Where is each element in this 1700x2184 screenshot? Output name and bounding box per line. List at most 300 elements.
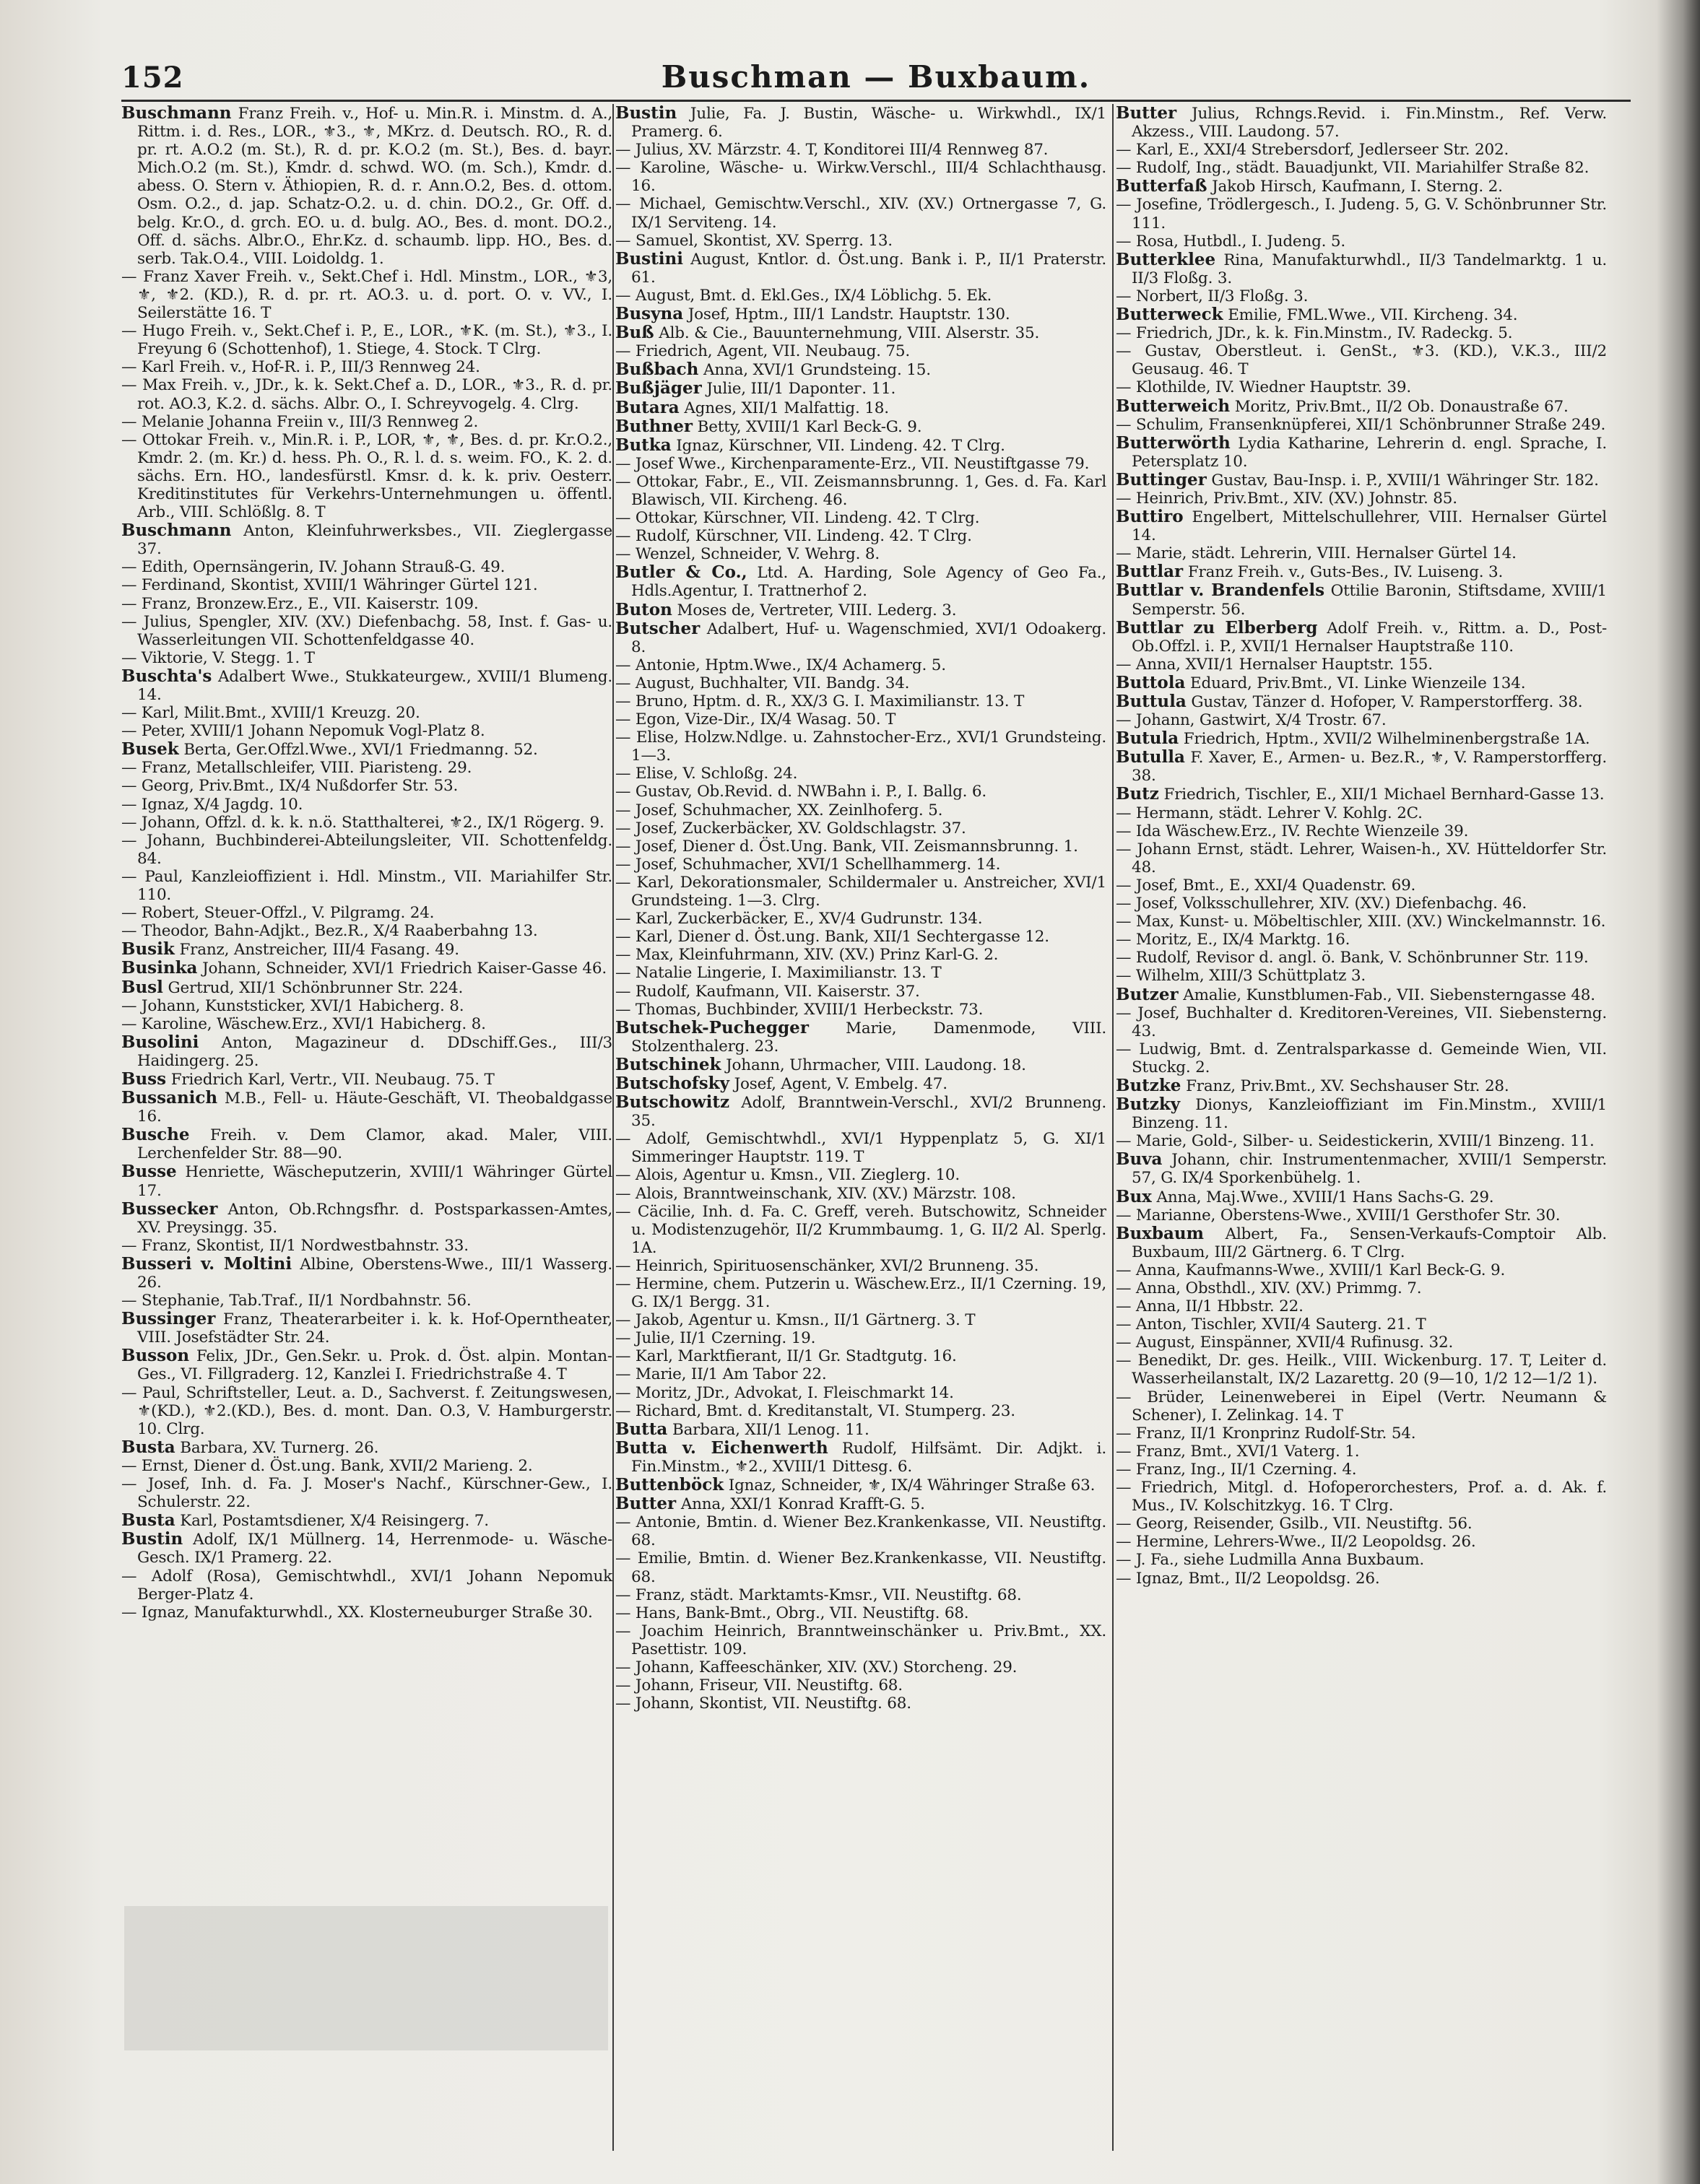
entry-surname: Busson: [121, 1346, 190, 1366]
entry-surname: Butterfaß: [1116, 176, 1207, 196]
entry-details: Amalie, Kunstblumen-Fab., VII. Siebensterngasse 48.: [1183, 986, 1595, 1004]
directory-entry: [1116, 434, 1607, 471]
entry-details: — Karoline, Wäschew.Erz., XVI/1 Habicherg. 8.: [121, 1014, 486, 1033]
entry-surname: Butulla: [1116, 747, 1185, 767]
entry-details: Johann, Schneider, XVI/1 Friedrich Kaiser-Gasse 46.: [202, 960, 607, 978]
directory-entry: [1116, 1424, 1607, 1443]
directory-entry: [1116, 324, 1607, 342]
entry-details: — Melanie Johanna Freiin v., III/3 Rennweg 2.: [121, 412, 479, 431]
directory-entry: [615, 1329, 1106, 1347]
entry-details: Marie, Damenmode, VIII. Stolzenthalerg. 23.: [631, 1019, 1106, 1056]
directory-entry: [615, 692, 1106, 710]
directory-entry: [615, 1311, 1106, 1329]
directory-entry: [1116, 1461, 1607, 1479]
directory-entry: [615, 104, 1106, 141]
entry-details: Adolf, Branntwein-Verschl., XVI/2 Brunneng. 35.: [631, 1094, 1106, 1131]
entry-details: Ltd. A. Harding, Sole Agency of Geo Fa., Hdls.Agentur, I. Trattnerhof 2.: [631, 564, 1106, 601]
entry-surname: Butter: [1116, 104, 1177, 123]
directory-entry: [1116, 342, 1607, 378]
directory-entry: [615, 195, 1106, 231]
directory-entry: [615, 856, 1106, 874]
entry-surname: Busolini: [121, 1032, 199, 1052]
entry-details: Rudolf, Hilfsämt. Dir. Adjkt. i. Fin.Minstm., ⚜2., XVIII/1 Dittesg. 6.: [631, 1439, 1106, 1476]
entry-details: — Hermann, städt. Lehrer V. Kohlg. 2C.: [1116, 804, 1423, 822]
entry-details: Julie, Fa. J. Bustin, Wäsche- u. Wirkwhdl., IX/1 Pramerg. 6.: [631, 105, 1106, 142]
entry-details: — Rudolf, Kürschner, VII. Lindeng. 42. T Clrg.: [615, 527, 972, 546]
entry-details: Ottilie Baronin, Stiftsdame, XVIII/1 Semperstr. 56.: [1132, 582, 1607, 619]
directory-entry: [615, 545, 1106, 563]
directory-entry: [615, 159, 1106, 195]
directory-entry: [121, 1438, 612, 1457]
directory-entry: [615, 1586, 1106, 1604]
entry-surname: Buschmann: [121, 104, 232, 123]
directory-entry: [121, 376, 612, 412]
entry-details: — August, Buchhalter, VII. Bandg. 34.: [615, 674, 910, 692]
entry-details: M.B., Fell- u. Häute-Geschäft, VI. Theobaldgasse 16.: [137, 1089, 612, 1126]
directory-entry: [1116, 913, 1607, 931]
entry-surname: Busek: [121, 739, 179, 760]
directory-entry: [121, 1567, 612, 1604]
entry-details: — Emilie, Bmtin. d. Wiener Bez.Krankenkasse, VII. Neustiftg. 68.: [615, 1549, 1106, 1586]
directory-entry: [121, 759, 612, 777]
directory-entry: [1116, 490, 1607, 508]
directory-entry: [121, 1200, 612, 1237]
entry-details: — Edith, Opernsängerin, IV. Johann Strauß-G. 49.: [121, 558, 506, 577]
directory-entry: [615, 1365, 1106, 1383]
entry-details: Karl, Postamtsdiener, X/4 Reisingerg. 7.: [180, 1512, 489, 1531]
entry-details: — Egon, Vize-Dir., IX/4 Wasag. 50. T: [615, 710, 896, 729]
entry-details: Adalbert, Huf- u. Wagenschmied, XVI/1 Odoakerg. 8.: [631, 619, 1106, 656]
entry-details: — Adolf, Gemischtwhdl., XVI/1 Hyppenplatz 5, G. XI/1 Simmeringer Hauptstr. 119. T: [615, 1130, 1106, 1167]
directory-entry: [615, 765, 1106, 783]
column-2: [615, 104, 1106, 2154]
entry-details: — Josef, Volksschullehrer, XIV. (XV.) Diefenbachg. 46.: [1116, 895, 1527, 913]
directory-entry: [615, 1676, 1106, 1694]
entry-surname: Buva: [1116, 1149, 1163, 1170]
entry-details: — Josef, Bmt., E., XXI/4 Quadenstr. 69.: [1116, 876, 1416, 895]
directory-entry: [1116, 1188, 1607, 1206]
entry-details: — Josef, Zuckerbäcker, XV. Goldschlagstr. 37.: [615, 819, 966, 838]
entry-surname: Butschek-Puchegger: [615, 1017, 809, 1037]
directory-entry: [615, 1622, 1106, 1658]
entry-details: — Benedikt, Dr. ges. Heilk., VIII. Wickenburg. 17. T, Leiter d. Wasserheilanstalt, IX/2 Lazarettg. 20 (9—10, 1/2 12—1/2 1).: [1116, 1352, 1607, 1388]
directory-entry: [615, 946, 1106, 964]
entry-details: — Anna, II/1 Hbbstr. 22.: [1116, 1297, 1304, 1316]
directory-entry: [1116, 748, 1607, 785]
entry-details: Franz, Theaterarbeiter i. k. k. Hof-Operntheater, VIII. Josefstädter Str. 24.: [137, 1310, 612, 1347]
entry-details: — J. Fa., siehe Ludmilla Anna Buxbaum.: [1116, 1551, 1425, 1570]
entry-details: — Ludwig, Bmt. d. Zentralsparkasse d. Gemeinde Wien, VII. Stuckg. 2.: [1116, 1040, 1607, 1076]
entry-details: Friedrich, Hptm., XVII/2 Wilhelminenbergstraße 1A.: [1183, 730, 1590, 749]
entry-details: — Michael, Gemischtw.Verschl., XIV. (XV.) Ortnergasse 7, G. IX/1 Serviteng. 14.: [615, 195, 1106, 232]
entry-details: Friedrich Karl, Vertr., VII. Neubaug. 75. T: [170, 1070, 495, 1089]
entry-surname: Bussecker: [121, 1198, 218, 1219]
entry-details: — Antonie, Bmtin. d. Wiener Bez.Krankenkasse, VII. Neustiftg. 68.: [615, 1513, 1106, 1550]
entry-details: Betty, XVIII/1 Karl Beck-G. 9.: [697, 417, 922, 436]
directory-entry: [121, 104, 612, 268]
entry-details: — Cäcilie, Inh. d. Fa. C. Greff, vereh. Butschowitz, Schneider u. Modistenzugehör, II/2 Krummbaumg. 1, G. II/2 Al. Sperlg. 1A.: [615, 1202, 1106, 1257]
entry-details: Franz, Priv.Bmt., XV. Sechshauser Str. 28.: [1186, 1076, 1509, 1095]
entry-details: — Thomas, Buchbinder, XVIII/1 Herbeckstr. 73.: [615, 1000, 984, 1019]
entry-details: — Johann, Gastwirt, X/4 Trostr. 67.: [1116, 711, 1387, 730]
directory-entry: [121, 431, 612, 521]
directory-entry: [121, 1384, 612, 1438]
directory-entry: [615, 323, 1106, 342]
entry-details: — Josef, Inh. d. Fa. J. Moser's Nachf., Kürschner-Gew., I. Schulerstr. 22.: [121, 1475, 612, 1512]
entry-surname: Buttlar v. Brandenfels: [1116, 580, 1325, 601]
entry-details: — Ignaz, X/4 Jagdg. 10.: [121, 795, 303, 814]
directory-entry: [121, 1089, 612, 1126]
page-number: 152: [121, 61, 184, 95]
entry-details: Freih. v. Dem Clamor, akad. Maler, VIII. Lerchenfelder Str. 88—90.: [137, 1126, 612, 1163]
directory-entry: [121, 922, 612, 940]
directory-entry: [615, 250, 1106, 287]
entry-details: — Julie, II/1 Czerning. 19.: [615, 1329, 816, 1348]
entry-surname: Busta: [121, 1510, 175, 1531]
directory-entry: [1116, 287, 1607, 305]
directory-entry: [121, 868, 612, 904]
directory-entry: [615, 619, 1106, 656]
entry-details: Johann, chir. Instrumentenmacher, XVIII/1 Semperstr. 57, G. IX/4 Sporkenbühelg. 1.: [1132, 1151, 1607, 1188]
entry-details: — Marie, II/1 Am Tabor 22.: [615, 1365, 827, 1384]
directory-entry: [121, 940, 612, 959]
directory-entry: [1116, 562, 1607, 581]
directory-entry: [1116, 397, 1607, 416]
entry-details: — Samuel, Skontist, XV. Sperrg. 13.: [615, 231, 893, 250]
directory-entry: [121, 358, 612, 376]
column-3: [1116, 104, 1607, 2154]
entry-details: — Hermine, chem. Putzerin u. Wäschew.Erz., II/1 Czerning. 19, G. IX/1 Bergg. 31.: [615, 1275, 1106, 1312]
directory-entry: [615, 287, 1106, 305]
entry-details: — Johann, Friseur, VII. Neustiftg. 68.: [615, 1676, 903, 1695]
print-smudge: [124, 1906, 608, 2050]
directory-entry: [1116, 1334, 1607, 1352]
entry-details: — Josefine, Trödlergesch., I. Judeng. 5, G. V. Schönbrunner Str. 111.: [1116, 196, 1607, 232]
entry-details: — Josef, Schuhmacher, XVI/1 Schellhammerg. 14.: [615, 855, 1001, 874]
directory-entry: [1116, 804, 1607, 822]
directory-entry: [615, 838, 1106, 856]
entry-details: — August, Bmt. d. Ekl.Ges., IX/4 Löblichg. 5. Ek.: [615, 286, 992, 305]
entry-details: Josef, Hptm., III/1 Landstr. Hauptstr. 130.: [688, 305, 1010, 324]
entry-details: Agnes, XII/1 Malfattig. 18.: [684, 399, 889, 417]
entry-surname: Butzke: [1116, 1075, 1181, 1095]
directory-entry: [121, 959, 612, 978]
entry-details: — Max Freih. v., JDr., k. k. Sekt.Chef a. D., LOR., ⚜3., R. d. pr. rot. AO.3, K.2. d. sächs. Albr. O., I. Schreyvogelg. 4. Clrg.: [121, 376, 612, 413]
entry-details: — Georg, Reisender, Gsilb., VII. Neustiftg. 56.: [1116, 1515, 1473, 1533]
entry-details: — Julius, Spengler, XIV. (XV.) Diefenbachg. 58, Inst. f. Gas- u. Wasserleitungen VII. Schottenfeldgasse 40.: [121, 612, 612, 649]
directory-entry: [615, 417, 1106, 436]
entry-details: Franz Freih. v., Guts-Bes., IV. Luiseng. 3.: [1187, 563, 1504, 582]
entry-surname: Busseri v. Moltini: [121, 1253, 292, 1274]
directory-entry: [1116, 196, 1607, 232]
entry-details: — Franz, Ing., II/1 Czerning. 4.: [1116, 1460, 1357, 1479]
entry-surname: Butz: [1116, 784, 1159, 804]
entry-details: — Franz, Skontist, II/1 Nordwestbahnstr. 33.: [121, 1236, 469, 1255]
entry-details: Franz, Anstreicher, III/4 Fasang. 49.: [179, 941, 459, 960]
directory-entry: [1116, 1551, 1607, 1569]
entry-surname: Busse: [121, 1162, 177, 1182]
entry-details: — Jakob, Agentur u. Kmsn., II/1 Gärtnerg. 3. T: [615, 1311, 976, 1330]
directory-entry: [615, 910, 1106, 928]
entry-surname: Bustini: [615, 248, 683, 269]
entry-details: — Johann, Kaffeeschänker, XIV. (XV.) Storcheng. 29.: [615, 1658, 1018, 1676]
directory-entry: [121, 1530, 612, 1567]
entry-details: — Paul, Schriftsteller, Leut. a. D., Sachverst. f. Zeitungswesen, ⚜(KD.), ⚜2.(KD.), Bes. d. mont. Dan. O.3, V. Hamburgerstr. 10. Clrg.: [121, 1383, 612, 1438]
directory-entry: [121, 796, 612, 814]
directory-entry: [615, 710, 1106, 728]
entry-details: — Bruno, Hptm. d. R., XX/3 G. I. Maximilianstr. 13. T: [615, 692, 1025, 710]
directory-entry: [121, 1346, 612, 1383]
directory-entry: [615, 1495, 1106, 1513]
directory-entry: [615, 1257, 1106, 1275]
directory-entry: [1116, 1150, 1607, 1187]
directory-entry: [121, 413, 612, 431]
entry-surname: Bux: [1116, 1186, 1152, 1206]
column-divider-1: [612, 104, 614, 2151]
entry-details: — Ida Wäschew.Erz., IV. Rechte Wienzeile 39.: [1116, 822, 1469, 840]
directory-entry: [1116, 949, 1607, 967]
entry-details: Henriette, Wäscheputzerin, XVIII/1 Währinger Gürtel 17.: [137, 1163, 612, 1200]
directory-entry: [121, 558, 612, 576]
directory-entry: [615, 964, 1106, 982]
entry-surname: Buxbaum: [1116, 1223, 1204, 1243]
entry-details: — Franz, II/1 Kronprinz Rudolf-Str. 54.: [1116, 1424, 1416, 1443]
entry-details: — Ferdinand, Skontist, XVIII/1 Währinger Gürtel 121.: [121, 576, 538, 595]
entry-details: — Ottokar Freih. v., Min.R. i. P., LOR, ⚜, ⚜, Bes. d. pr. Kr.O.2., Kmdr. 2. (m. Kr.) d. hess. Ph. O., R. l. d. s. weim. FO., K. 2. d. sächs. Ern. HO., landesfürstl. Kmsr. d. k. k. priv. Oesterr. Kreditinstitutes für Verkehrs-Unternehmungen u. öffentl. Arb., VIII. Schlößlg. 8. T: [121, 430, 612, 522]
directory-entry: [1116, 1224, 1607, 1261]
directory-entry: [1116, 674, 1607, 692]
directory-entry: [615, 436, 1106, 455]
directory-entry: [1116, 177, 1607, 196]
entry-details: — Anna, Obsthdl., XIV. (XV.) Primmg. 7.: [1116, 1279, 1422, 1297]
entry-details: — Josef, Schuhmacher, XX. Zeinlhoferg. 5.: [615, 801, 943, 819]
entry-details: — Klothilde, IV. Wiedner Hauptstr. 39.: [1116, 378, 1411, 397]
directory-entry: [1116, 104, 1607, 141]
directory-entry: [615, 1420, 1106, 1439]
entry-details: — Karl Freih. v., Hof-R. i. P., III/3 Rennweg 24.: [121, 358, 480, 377]
entry-surname: Butta v. Eichenwerth: [615, 1437, 828, 1458]
directory-entry: [1116, 305, 1607, 324]
directory-entry: [615, 1658, 1106, 1676]
entry-details: Adalbert Wwe., Stukkateurgew., XVIII/1 Blumeng. 14.: [137, 667, 612, 704]
entry-surname: Butterwörth: [1116, 432, 1231, 453]
directory-entry: [121, 1015, 612, 1033]
entry-surname: Buschta's: [121, 666, 212, 686]
entry-surname: Bußjäger: [615, 378, 702, 399]
entry-surname: Butara: [615, 397, 680, 417]
directory-entry: [121, 1457, 612, 1475]
directory-entry: [121, 997, 612, 1015]
entry-details: — Antonie, Hptm.Wwe., IX/4 Achamerg. 5.: [615, 656, 946, 674]
directory-entry: [1116, 232, 1607, 251]
entry-surname: Butula: [1116, 728, 1179, 749]
entry-surname: Butschinek: [615, 1054, 721, 1074]
page-edge-shadow: [1657, 0, 1700, 2184]
directory-entry: [615, 399, 1106, 417]
directory-entry: [1116, 822, 1607, 840]
directory-entry: [615, 1439, 1106, 1476]
directory-entry: [121, 740, 612, 759]
directory-entry: [1116, 1040, 1607, 1076]
entry-details: — Johann, Buchbinderei-Abteilungsleiter, VII. Schottenfeldg. 84.: [121, 831, 612, 868]
entry-details: Anna, XVI/1 Grundsteing. 15.: [703, 361, 931, 380]
directory-entry: [615, 509, 1106, 527]
entry-details: — Rudolf, Kaufmann, VII. Kaiserstr. 37.: [615, 982, 920, 1001]
entry-surname: Buttenböck: [615, 1475, 724, 1495]
directory-entry: [1116, 1279, 1607, 1297]
entry-surname: Buß: [615, 323, 654, 343]
entry-details: Dionys, Kanzleioffiziant im Fin.Minstm., XVIII/1 Binzeng. 11.: [1132, 1096, 1607, 1133]
entry-surname: Buttola: [1116, 672, 1186, 692]
entry-details: Franz Freih. v., Hof- u. Min.R. i. Minstm. d. A., Rittm. i. d. Res., LOR., ⚜3., ⚜, MKrz. d. Deutsch. RO., R. d. pr. rt. A.O.2 (m. St.), R. d. pr. K.O.2 (m. St.), Bes. d. bayr. Mich.O.2 (m. St.), Kmdr. d. schwd. WO. (m. Sch.), Kmdr. d. abess. O. Stern v. Äthiopien, R. d. r. Ann.O.2, Bes. d. ottom. Osm. O.2., d. jap. Schatz-O.2. u. d. chin. DO.2., Gr. Off. d. belg. Kr.O., d. grch. EO. u. d. bulg. AO., Bes. d. mont. DO.2., Off. d. sächs. Albr.O., Ehr.Kz. d. schaumb. lipp. HO., Bes. d. serb. Tak.O.4., VIII. Loidoldg. 1.: [137, 105, 612, 268]
directory-entry: [121, 1033, 612, 1070]
entry-details: — Josef, Buchhalter d. Kreditoren-Vereines, VII. Siebensterng. 43.: [1116, 1004, 1607, 1040]
directory-entry: [615, 874, 1106, 910]
entry-details: August, Kntlor. d. Öst.ung. Bank i. P., II/1 Praterstr. 61.: [631, 250, 1106, 287]
directory-entry: [121, 576, 612, 594]
directory-entry: [121, 1604, 612, 1622]
directory-entry: [615, 656, 1106, 674]
entry-details: — Elise, V. Schloßg. 24.: [615, 765, 798, 783]
entry-surname: Buttula: [1116, 692, 1187, 711]
entry-details: — Peter, XVIII/1 Johann Nepomuk Vogl-Platz 8.: [121, 722, 485, 741]
entry-details: — Josef, Diener d. Öst.Ung. Bank, VII. Zeismannsbrunng. 1.: [615, 837, 1078, 856]
entry-details: Anna, Maj.Wwe., XVIII/1 Hans Sachs-G. 29.: [1156, 1188, 1494, 1206]
directory-entry: [121, 1162, 612, 1199]
entry-details: Ignaz, Kürschner, VII. Lindeng. 42. T Clrg.: [676, 436, 1005, 455]
entry-details: Rina, Manufakturwhdl., II/3 Tandelmarktg. 1 u. II/3 Floßg. 3.: [1132, 251, 1607, 287]
directory-entry: [615, 232, 1106, 250]
entry-details: — Friedrich, Mitgl. d. Hofoperorchesters, Prof. a. d. Ak. f. Mus., IV. Kolschitzkyg. 16. T Clrg.: [1116, 1479, 1607, 1515]
entry-details: — Hans, Bank-Bmt., Obrg., VII. Neustiftg. 68.: [615, 1604, 969, 1622]
directory-entry: [121, 1255, 612, 1292]
entry-details: — Hugo Freih. v., Sekt.Chef i. P., E., LOR., ⚜K. (m. St.), ⚜3., I. Freyung 6 (Schottenhof), 1. Stiege, 4. Stock. T Clrg.: [121, 322, 612, 359]
directory-entry: [121, 1292, 612, 1310]
entry-details: — Johann Ernst, städt. Lehrer, Waisen-h., XV. Hütteldorfer Str. 48.: [1116, 840, 1607, 876]
directory-entry: [1116, 967, 1607, 985]
entry-surname: Buttlar: [1116, 562, 1184, 582]
entry-details: Barbara, XII/1 Lenog. 11.: [672, 1420, 869, 1439]
entry-surname: Bußbach: [615, 360, 699, 380]
entry-details: Albert, Fa., Sensen-Verkaufs-Comptoir Alb. Buxbaum, III/2 Gärtnerg. 6. T Clrg.: [1132, 1224, 1607, 1261]
entry-details: — Gustav, Oberstleut. i. GenSt., ⚜3. (KD.), V.K.3., III/2 Geusaug. 46. T: [1116, 342, 1607, 379]
entry-surname: Buschmann: [121, 521, 232, 541]
entry-details: Anton, Ob.Rchngsfhr. d. Postsparkassen-Amtes, XV. Preysingg. 35.: [137, 1200, 612, 1237]
entry-surname: Busta: [121, 1437, 175, 1457]
directory-entry: [1116, 1004, 1607, 1040]
entry-details: — Karl, Zuckerbäcker, E., XV/4 Gudrunstr. 134.: [615, 910, 983, 928]
entry-details: — Johann, Kunststicker, XVI/1 Habicherg. 8.: [121, 996, 464, 1015]
directory-entry: [1116, 1206, 1607, 1224]
entry-surname: Butterweich: [1116, 396, 1231, 416]
entry-details: Anton, Magazineur d. DDschiff.Ges., III/3 Haidingerg. 25.: [137, 1033, 612, 1070]
entry-details: Lydia Katharine, Lehrerin d. engl. Sprache, I. Petersplatz 10.: [1132, 434, 1607, 471]
entry-details: Josef, Agent, V. Embelg. 47.: [734, 1074, 947, 1093]
directory-entry: [615, 1476, 1106, 1495]
entry-surname: Butzer: [1116, 984, 1179, 1004]
directory-entry: [615, 1549, 1106, 1585]
directory-entry: [615, 1019, 1106, 1056]
entry-surname: Bussanich: [121, 1088, 218, 1108]
entry-surname: Butterklee: [1116, 249, 1216, 269]
directory-entry: [615, 342, 1106, 360]
entry-surname: Butzky: [1116, 1095, 1181, 1115]
directory-entry: [121, 978, 612, 997]
directory-entry: [615, 601, 1106, 619]
entry-details: — Viktorie, V. Stegg. 1. T: [121, 648, 315, 667]
directory-entry: [1116, 471, 1607, 490]
entry-details: — Richard, Bmt. d. Kreditanstalt, VI. Stumperg. 23.: [615, 1401, 1015, 1420]
entry-surname: Busche: [121, 1125, 190, 1145]
entry-details: — Stephanie, Tab.Traf., II/1 Nordbahnstr. 56.: [121, 1292, 472, 1310]
entry-details: — Hermine, Lehrers-Wwe., II/2 Leopoldsg. 26.: [1116, 1533, 1476, 1552]
entry-details: — Ottokar, Kürschner, VII. Lindeng. 42. T Clrg.: [615, 509, 980, 528]
directory-entry: [615, 674, 1106, 692]
entry-details: Eduard, Priv.Bmt., VI. Linke Wienzeile 134.: [1190, 674, 1526, 692]
entry-details: — Heinrich, Priv.Bmt., XIV. (XV.) Johnstr. 85.: [1116, 489, 1457, 508]
entry-details: — Theodor, Bahn-Adjkt., Bez.R., X/4 Raaberbahng 13.: [121, 922, 538, 941]
entry-surname: Butterweck: [1116, 305, 1223, 325]
directory-entry: [615, 1130, 1106, 1166]
directory-entry: [615, 1604, 1106, 1622]
entry-details: — Johann, Offzl. d. k. k. n.ö. Statthalterei, ⚜2., IX/1 Rögerg. 9.: [121, 813, 604, 832]
entry-surname: Busl: [121, 977, 163, 997]
directory-entry: [121, 832, 612, 868]
entry-details: — Joachim Heinrich, Branntweinschänker u. Priv.Bmt., XX. Pasettistr. 109.: [615, 1622, 1106, 1658]
entry-details: — Friedrich, Agent, VII. Neubaug. 75.: [615, 342, 910, 361]
entry-surname: Buttiro: [1116, 507, 1184, 527]
entry-details: F. Xaver, E., Armen- u. Bez.R., ⚜, V. Ramperstorfferg. 38.: [1132, 749, 1607, 786]
directory-entry: [1116, 840, 1607, 876]
entry-details: Albine, Oberstens-Wwe., III/1 Wasserg. 26.: [137, 1255, 612, 1292]
directory-entry: [615, 455, 1106, 473]
directory-entry: [615, 379, 1106, 398]
entry-details: Johann, Uhrmacher, VIII. Laudong. 18.: [726, 1056, 1026, 1074]
entry-details: — Franz, Metallschleifer, VIII. Piaristeng. 29.: [121, 759, 472, 778]
directory-entry: [615, 1185, 1106, 1203]
entry-details: — Paul, Kanzleioffizient i. Hdl. Minstm., VII. Mariahilfer Str. 110.: [121, 867, 612, 905]
directory-entry: [121, 1475, 612, 1511]
directory-entry: [1116, 1533, 1607, 1551]
directory-entry: [615, 1001, 1106, 1019]
directory-entry: [1116, 581, 1607, 618]
directory-entry: [121, 814, 612, 832]
entry-details: — Anna, XVII/1 Hernalser Hauptstr. 155.: [1116, 655, 1433, 674]
entry-details: — Schulim, Fransenknüpferei, XII/1 Schönbrunner Straße 249.: [1116, 415, 1606, 434]
directory-entry: [1116, 544, 1607, 562]
directory-entry: [121, 777, 612, 795]
directory-entry: [121, 722, 612, 740]
entry-details: — Marie, Gold-, Silber- u. Seidestickerin, XVIII/1 Binzeng. 11.: [1116, 1132, 1595, 1151]
entry-details: Gertrud, XII/1 Schönbrunner Str. 224.: [168, 978, 464, 997]
directory-entry: [1116, 1443, 1607, 1461]
directory-entry: [1116, 416, 1607, 434]
entry-surname: Busik: [121, 939, 175, 960]
entry-details: Julius, Rchngs.Revid. i. Fin.Minstm., Ref. Verw. Akzess., VIII. Laudong. 57.: [1132, 105, 1607, 142]
entry-details: Anton, Kleinfuhrwerksbes., VII. Zieglergasse 37.: [137, 522, 612, 559]
directory-entry: [615, 1166, 1106, 1184]
directory-entry: [615, 728, 1106, 765]
entry-details: — Rudolf, Revisor d. angl. ö. Bank, V. Schönbrunner Str. 119.: [1116, 949, 1589, 967]
entry-details: — Karl, E., XXI/4 Strebersdorf, Jedlerseer Str. 202.: [1116, 141, 1509, 160]
entry-surname: Butler & Co.,: [615, 562, 747, 583]
entry-surname: Buttlar zu Elberberg: [1116, 617, 1318, 638]
entry-details: — Friedrich, JDr., k. k. Fin.Minstm., IV. Radeckg. 5.: [1116, 324, 1513, 343]
entry-details: — Julius, XV. Märzstr. 4. T, Konditorei III/4 Rennweg 87.: [615, 141, 1049, 160]
entry-surname: Buss: [121, 1069, 167, 1089]
entry-details: — Georg, Priv.Bmt., IX/4 Nußdorfer Str. 53.: [121, 777, 459, 796]
entry-details: — Franz, städt. Marktamts-Kmsr., VII. Neustiftg. 68.: [615, 1585, 1022, 1604]
